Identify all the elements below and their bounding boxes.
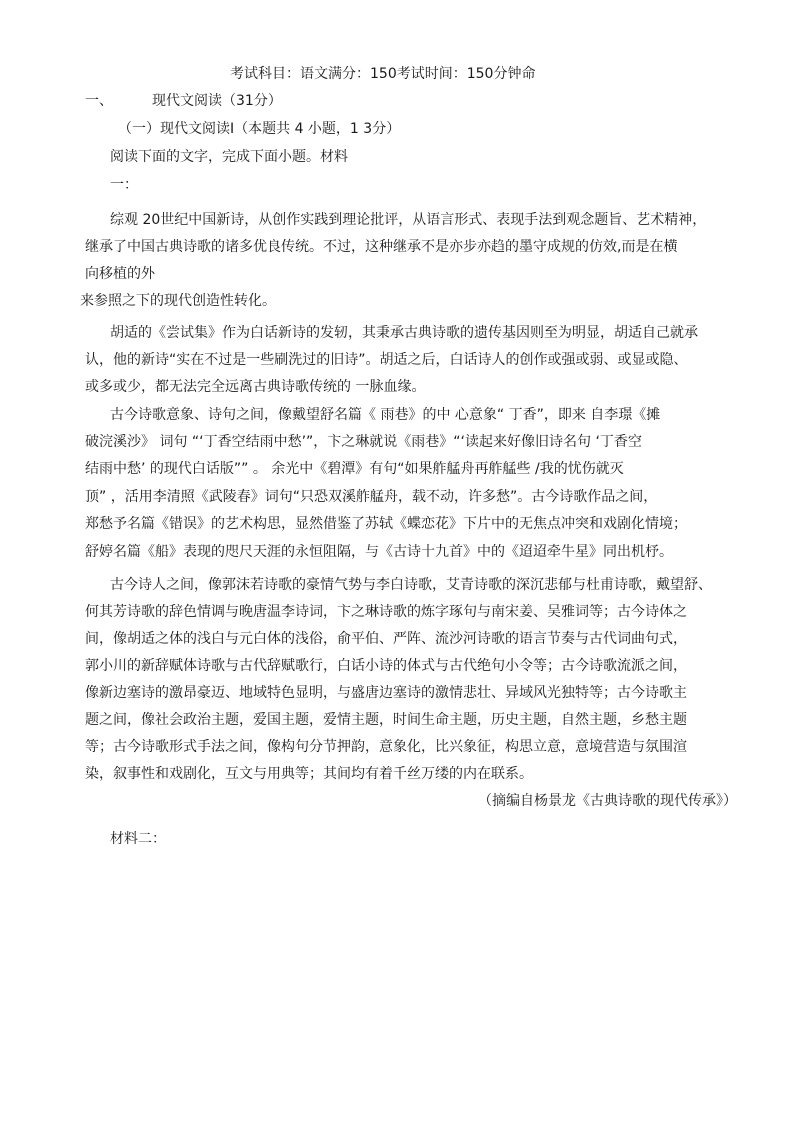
paragraph-line: 破浣溪沙》 词句 “‘丁香空结雨中愁’”，卞之琳就说《雨巷》“‘读起来好像旧诗名句 ‘丁香空 (85, 434, 642, 450)
paragraph-line: 郭小川的新辞赋体诗歌与古代辞赋歌行，白话小诗的体式与古代绝句小令等；古今诗歌流派之间， (85, 658, 687, 674)
paragraph-line: 或多或少，都无法完全远离古典诗歌传统的 一脉血缘。 (85, 379, 426, 395)
paragraph-line: 古今诗人之间，像郭沫若诗歌的豪情气势与李白诗歌，艾青诗歌的深沉悲郁与杜甫诗歌，戴望舒、 (110, 577, 712, 593)
instruction-line: 一： (110, 177, 138, 193)
exam-title: 考试科目：语文满分：150考试时间：150分钟命 (230, 66, 536, 82)
paragraph-line: 郑愁予名篇《错误》的艺术构思，显然借鉴了苏轼《蝶恋花》下片中的无焦点冲突和戏剧化情境； (85, 516, 687, 532)
paragraph-line: 像新边塞诗的激昂豪迈、地域特色显明，与盛唐边塞诗的激情悲壮、异域风光独特等；古今诗歌主 (85, 685, 687, 701)
paragraph-line: 继承了中国古典诗歌的诸多优良传统。不过，这种继承不是亦步亦趋的墨守成规的仿效,而是在横 (85, 239, 678, 255)
paragraph-line: 综观 20世纪中国新诗，从创作实践到理论批评，从语言形式、表现手法到观念题旨、艺术精神， (110, 212, 707, 228)
paragraph-line: 等；古今诗歌形式手法之间，像构句分节押韵，意象化，比兴象征，构思立意，意境营造与氛围渲 (85, 739, 687, 755)
subsection-title: （一）现代文阅读Ⅰ（本题共 4 小题，1 3分） (118, 121, 401, 137)
paragraph-line: 古今诗歌意象、诗句之间，像戴望舒名篇《 雨巷》的中 心意象“ 丁香”，即来 自李璟《摊 (110, 407, 661, 423)
paragraph-line: 来参照之下的现代创造性转化。 (80, 293, 276, 309)
instruction-line: 阅读下面的文字，完成下面小题。材料 (110, 149, 348, 165)
paragraph-line: 染，叙事性和戏剧化，互文与用典等；其间均有着千丝万缕的内在联系。 (85, 766, 533, 782)
material-two-label: 材料二： (110, 831, 166, 847)
paragraph-line: 何其芳诗歌的辞色情调与晚唐温李诗词，卞之琳诗歌的炼字琢句与南宋姜、吴雅词等；古今诗体之 (85, 604, 687, 620)
paragraph-line: 题之间，像社会政治主题，爱国主题，爱情主题，时间生命主题，历史主题，自然主题，乡愁主题 (85, 712, 687, 728)
paragraph-line: 结雨中愁’ 的现代白话版”” 。 余光中《碧潭》有句“如果舴艋舟再舴艋些 /我的忧伤就灭 (85, 461, 624, 477)
paragraph-line: 间，像胡适之体的浅白与元白体的浅俗，俞平伯、严阵、流沙河诗歌的语言节奏与古代词曲句式， (85, 631, 687, 647)
paragraph-line: 胡适的《尝试集》作为白话新诗的发轫，其秉承古典诗歌的遗传基因则至为明显，胡适自己就承 (110, 325, 698, 341)
paragraph-line: 向移植的外 (85, 266, 155, 282)
section-number: 一、 (85, 93, 113, 109)
section-title: 现代文阅读（31分） (152, 93, 282, 109)
paragraph-line: 舒婷名篇《船》表现的咫尺天涯的永恒阻隔，与《古诗十九首》中的《迢迢牵牛星》同出机杼。 (85, 544, 673, 560)
paragraph-line: 认，他的新诗“实在不过是一些刷洗过的旧诗”。胡适之后，白话诗人的创作或强或弱、或显或隐、 (85, 352, 688, 368)
source-citation: （摘编自杨景龙《古典诗歌的现代传承》） (478, 793, 737, 809)
paragraph-line: 顶” ，活用李清照《武陵春》词句“只恐双溪舴艋舟，载不动，许多愁”。古今诗歌作品之间， (85, 489, 658, 505)
